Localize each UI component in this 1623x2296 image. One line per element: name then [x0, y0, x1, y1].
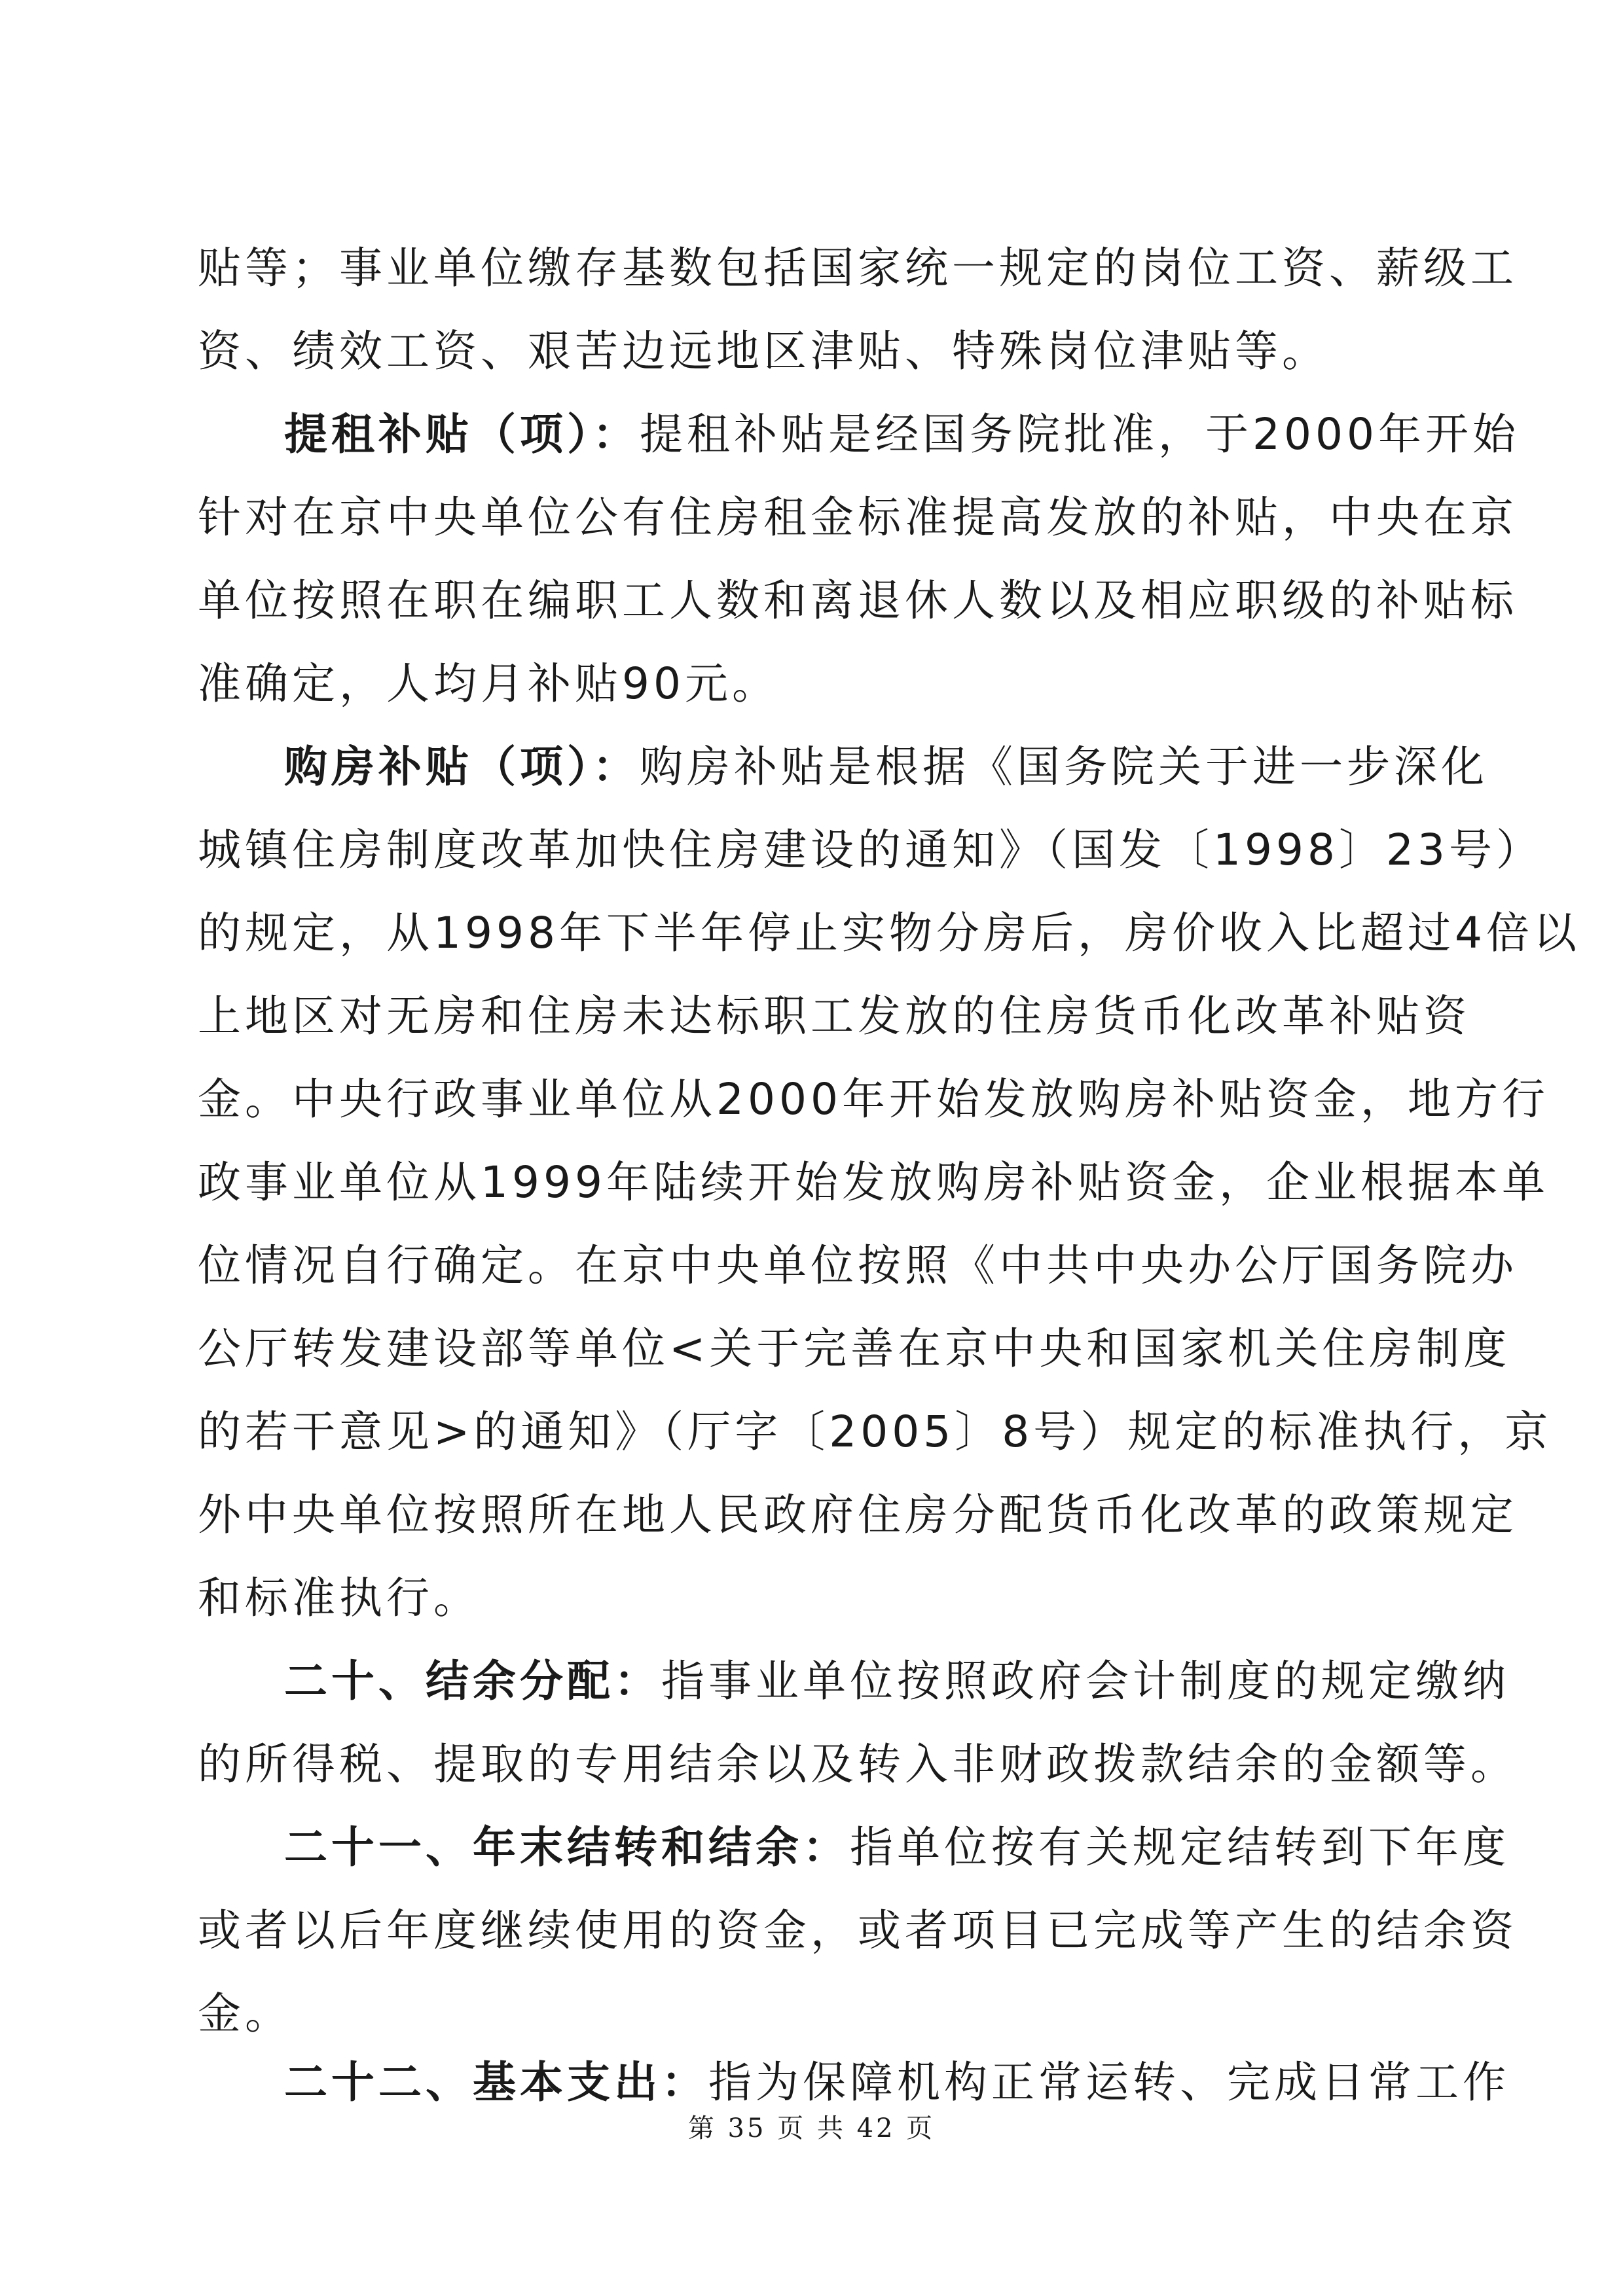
paragraph-line [198, 824, 1543, 876]
term-heading: 二十一、年末结转和结余： [284, 1822, 850, 1873]
paragraph-line [198, 1406, 1552, 1458]
paragraph-line [198, 990, 1470, 1043]
line-text: 准确定，人均月补贴90元。 [198, 658, 779, 709]
paragraph-line [198, 325, 1429, 378]
paragraph-line [198, 242, 1518, 295]
line-text: 外中央单位按照所在地人民政府住房分配货币化改革的政策规定 [198, 1490, 1518, 1540]
term-heading: 二十、结余分配： [284, 1656, 661, 1706]
line-text: 的若干意见>的通知》（厅字〔2005〕8号）规定的标准执行，京 [198, 1407, 1552, 1457]
page-footer [0, 2113, 1623, 2144]
line-text: 提租补贴是经国务院批准，于2000年开始 [640, 409, 1520, 459]
paragraph-line [198, 658, 1429, 710]
line-text: 上地区对无房和住房未达标职工发放的住房货币化改革补贴资 [198, 991, 1470, 1041]
paragraph-line [198, 1905, 1518, 1957]
term-heading: 提租补贴（项）： [284, 409, 640, 459]
paragraph-line [198, 1157, 1549, 1209]
paragraph-line [198, 1073, 1549, 1126]
line-text: 公厅转发建设部等单位<关于完善在京中央和国家机关住房制度 [198, 1323, 1511, 1374]
paragraph-line [198, 1323, 1511, 1375]
paragraph-line [198, 1738, 1518, 1791]
paragraph-line [284, 741, 1488, 793]
line-text: 贴等；事业单位缴存基数包括国家统一规定的岗位工资、薪级工 [198, 243, 1518, 293]
term-heading: 二十二、基本支出： [284, 2057, 708, 2108]
paragraph-line [284, 408, 1520, 461]
line-text: 城镇住房制度改革加快住房建设的通知》（国发〔1998〕23号） [198, 825, 1543, 875]
paragraph-line [198, 1572, 1429, 1624]
page-number: 第 35 页 共 42 页 [687, 2113, 936, 2144]
paragraph-line [198, 1489, 1518, 1541]
line-text: 位情况自行确定。在京中央单位按照《中共中央办公厅国务院办 [198, 1240, 1518, 1291]
line-text: 或者以后年度继续使用的资金，或者项目已完成等产生的结余资 [198, 1905, 1518, 1956]
paragraph-line [284, 1821, 1510, 1874]
paragraph-line [284, 2056, 1510, 2109]
paragraph-line [198, 575, 1518, 627]
line-text: 针对在京中央单位公有住房租金标准提高发放的补贴，中央在京 [198, 492, 1518, 543]
term-heading: 购房补贴（项）： [284, 742, 640, 792]
line-text: 指为保障机构正常运转、完成日常工作 [708, 2057, 1510, 2108]
line-text: 的规定，从1998年下半年停止实物分房后，房价收入比超过4倍以 [198, 908, 1580, 958]
line-text: 的所得税、提取的专用结余以及转入非财政拨款结余的金额等。 [198, 1739, 1518, 1789]
line-text: 指事业单位按照政府会计制度的规定缴纳 [661, 1656, 1510, 1706]
line-text: 指单位按有关规定结转到下年度 [850, 1822, 1510, 1873]
line-text: 金。中央行政事业单位从2000年开始发放购房补贴资金，地方行 [198, 1074, 1549, 1124]
paragraph-line [198, 492, 1518, 544]
line-text: 和标准执行。 [198, 1573, 481, 1623]
paragraph-line [198, 907, 1580, 960]
paragraph-line [198, 1240, 1518, 1292]
line-text: 资、绩效工资、艰苦边远地区津贴、特殊岗位津贴等。 [198, 326, 1329, 376]
line-text: 金。 [198, 1988, 292, 2039]
line-text: 购房补贴是根据《国务院关于进一步深化 [640, 742, 1488, 792]
line-text: 单位按照在职在编职工人数和离退休人数以及相应职级的补贴标 [198, 575, 1518, 626]
paragraph-line [284, 1655, 1510, 1708]
line-text: 政事业单位从1999年陆续开始发放购房补贴资金，企业根据本单 [198, 1157, 1549, 1208]
paragraph-line [198, 1988, 1429, 2040]
